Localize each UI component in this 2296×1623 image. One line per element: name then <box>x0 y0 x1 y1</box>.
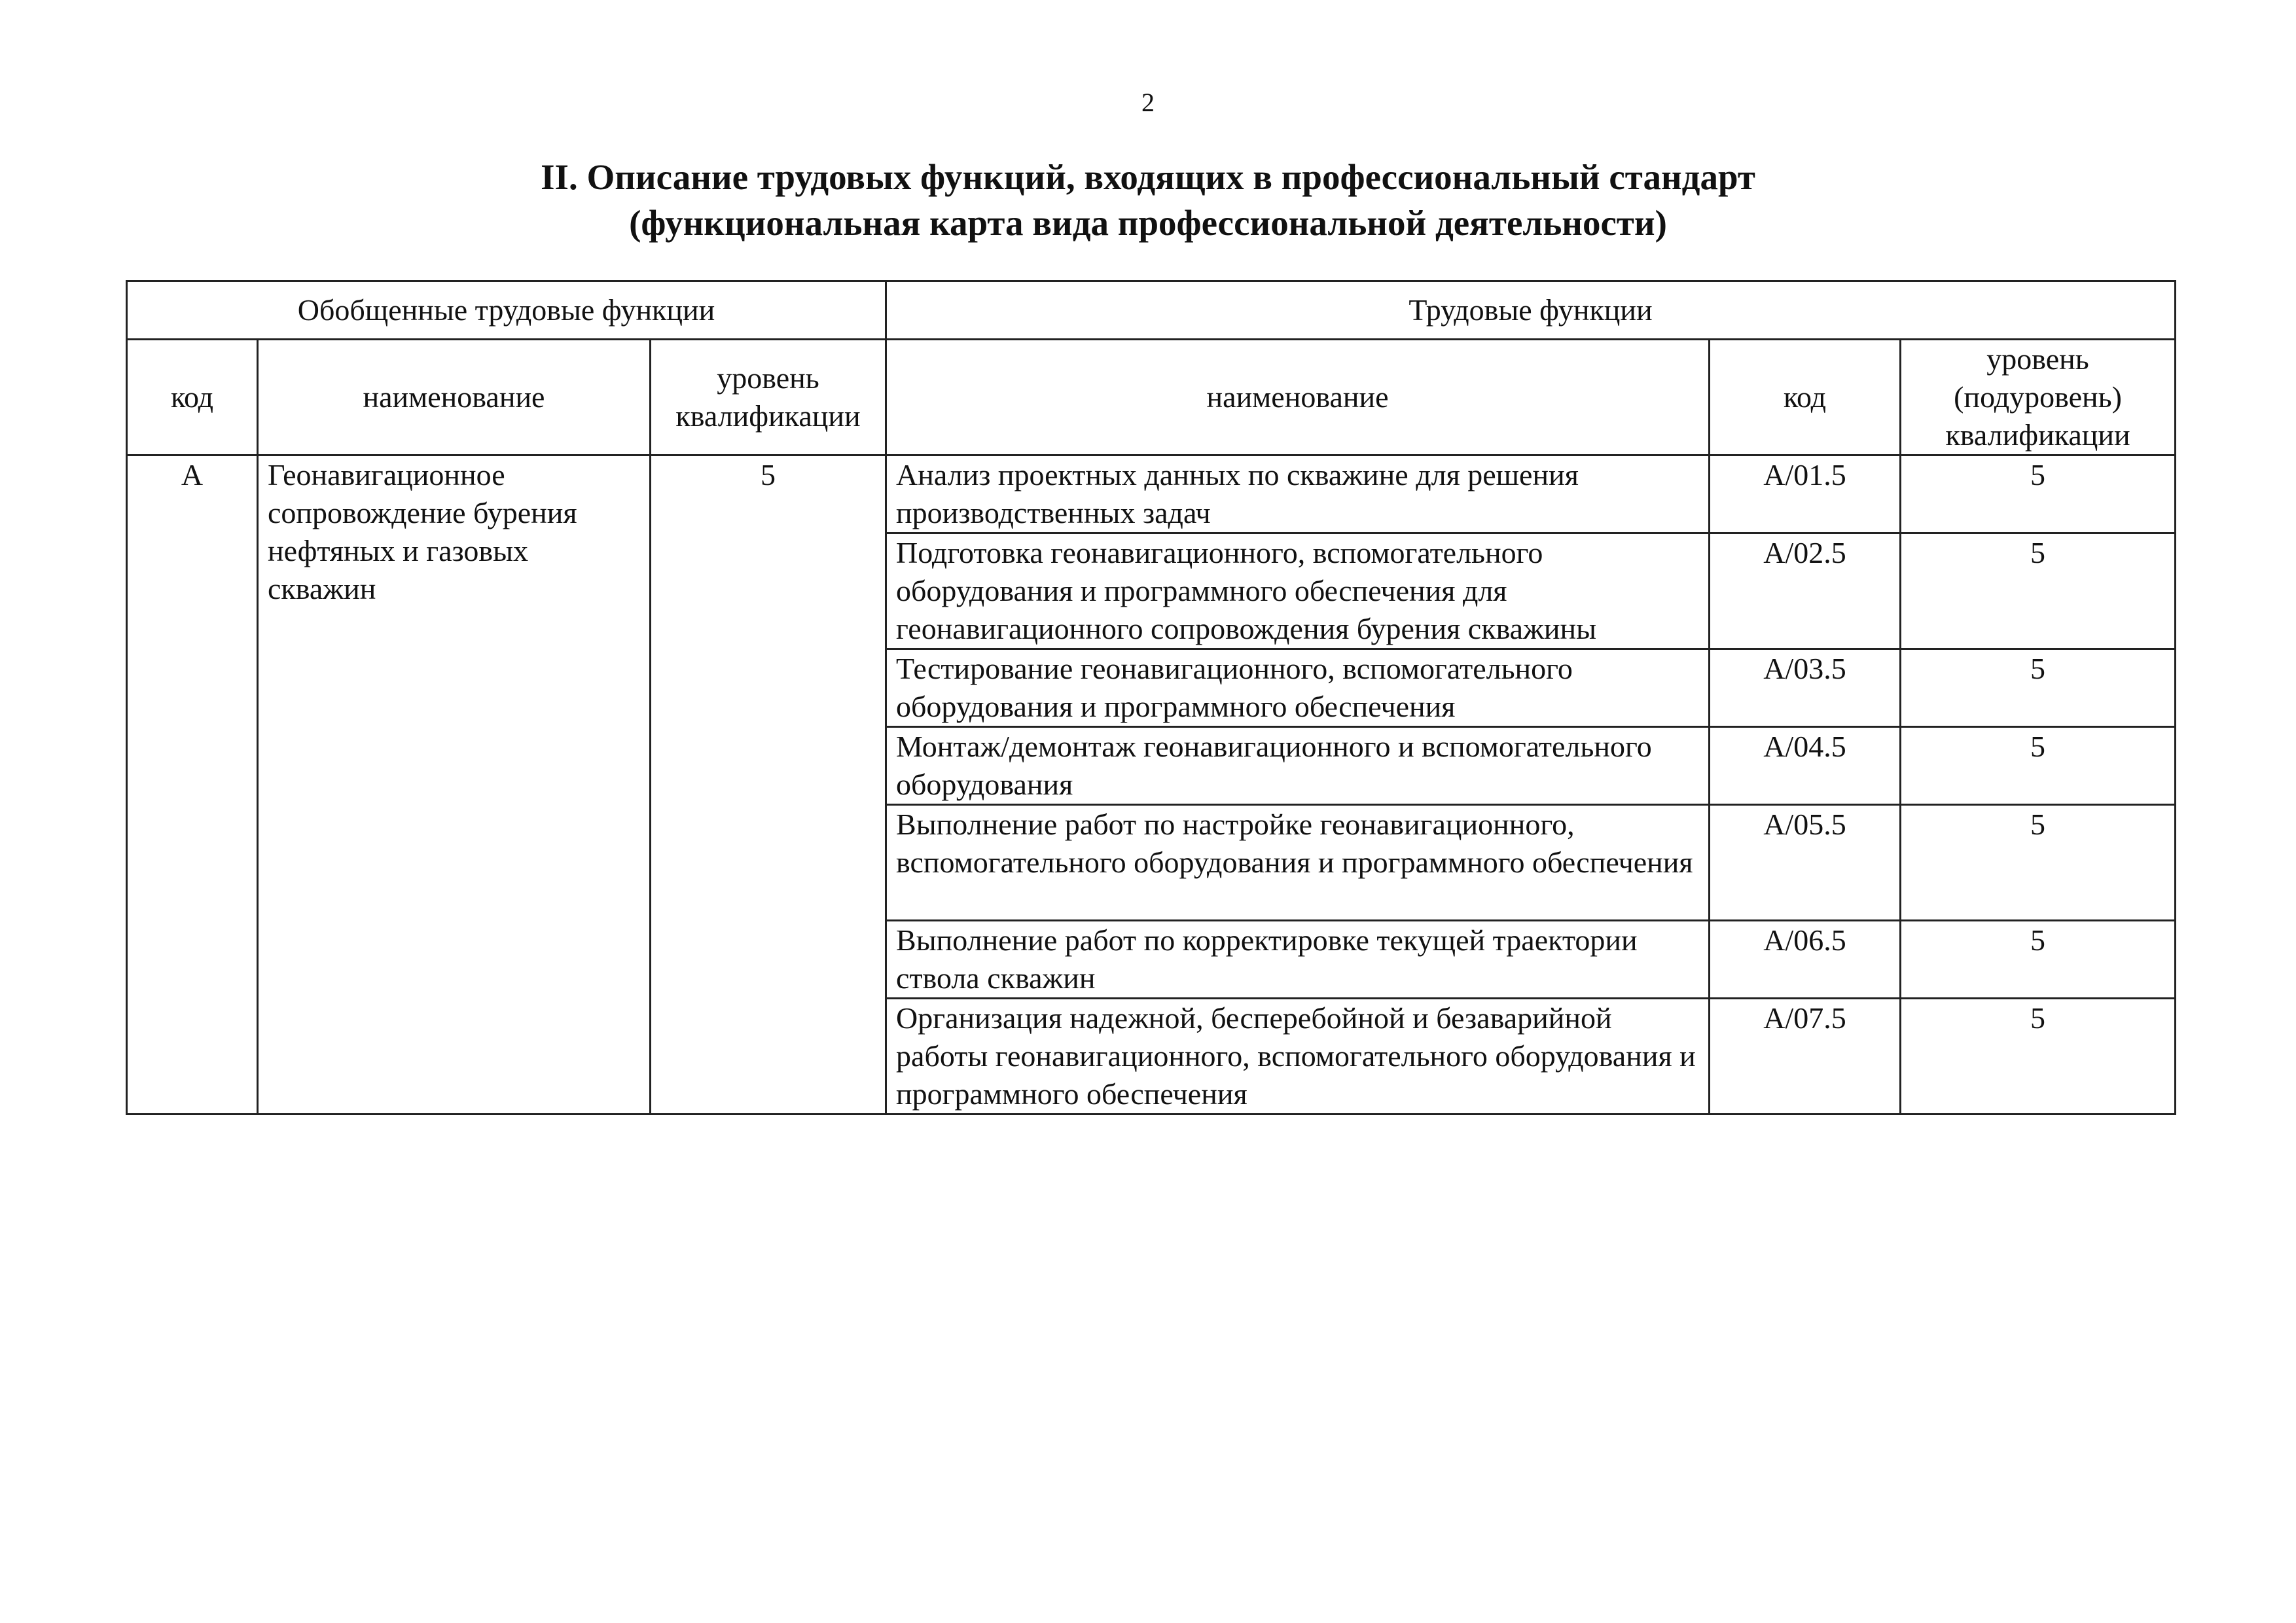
tf-name: Тестирование геонавигационного, вспомогательного оборудования и программного обеспечения <box>886 649 1710 727</box>
tf-code: А/05.5 <box>1710 805 1901 921</box>
page-title <box>0 154 2296 246</box>
title-line-1: II. Описание трудовых функций, входящих в профессиональный стандарт <box>541 157 1755 197</box>
header-labor-functions: Трудовые функции <box>886 281 2176 340</box>
gen-function-name: Геонавигационное сопровождение бурения нефтяных и газовых скважин <box>258 455 651 1115</box>
gen-function-level: 5 <box>651 455 886 1115</box>
tf-code: А/02.5 <box>1710 533 1901 649</box>
tf-name: Выполнение работ по настройке геонавигационного, вспомогательного оборудования и программного обеспечения <box>886 805 1710 921</box>
header-gen-level: уровень квалификации <box>651 340 886 455</box>
tf-code: А/04.5 <box>1710 727 1901 805</box>
tf-level: 5 <box>1901 649 2176 727</box>
header-tf-name: наименование <box>886 340 1710 455</box>
functional-map-table <box>126 280 2176 1115</box>
gen-function-code: А <box>127 455 258 1115</box>
tf-name: Выполнение работ по корректировке текущей траектории ствола скважин <box>886 921 1710 999</box>
table-row <box>127 455 2176 533</box>
tf-code: А/01.5 <box>1710 455 1901 533</box>
header-gen-code: код <box>127 340 258 455</box>
tf-level: 5 <box>1901 533 2176 649</box>
header-gen-name: наименование <box>258 340 651 455</box>
tf-level: 5 <box>1901 727 2176 805</box>
title-line-2: (функциональная карта вида профессиональной деятельности) <box>629 203 1667 243</box>
tf-code: А/07.5 <box>1710 999 1901 1115</box>
header-tf-level: уровень (подуровень) квалификации <box>1901 340 2176 455</box>
column-header-row <box>127 340 2176 455</box>
tf-level: 5 <box>1901 805 2176 921</box>
tf-level: 5 <box>1901 921 2176 999</box>
tf-code: А/03.5 <box>1710 649 1901 727</box>
tf-name: Подготовка геонавигационного, вспомогательного оборудования и программного обеспечения для геонавигационного сопровождения бурения скважины <box>886 533 1710 649</box>
header-generalized-functions: Обобщенные трудовые функции <box>127 281 886 340</box>
header-tf-code: код <box>1710 340 1901 455</box>
tf-name: Анализ проектных данных по скважине для решения производственных задач <box>886 455 1710 533</box>
tf-level: 5 <box>1901 999 2176 1115</box>
tf-level: 5 <box>1901 455 2176 533</box>
group-header-row <box>127 281 2176 340</box>
tf-name: Организация надежной, бесперебойной и безаварийной работы геонавигационного, вспомогательного оборудования и программного обеспечения <box>886 999 1710 1115</box>
page-number: 2 <box>1141 88 1155 117</box>
tf-code: А/06.5 <box>1710 921 1901 999</box>
tf-name: Монтаж/демонтаж геонавигационного и вспомогательного оборудования <box>886 727 1710 805</box>
